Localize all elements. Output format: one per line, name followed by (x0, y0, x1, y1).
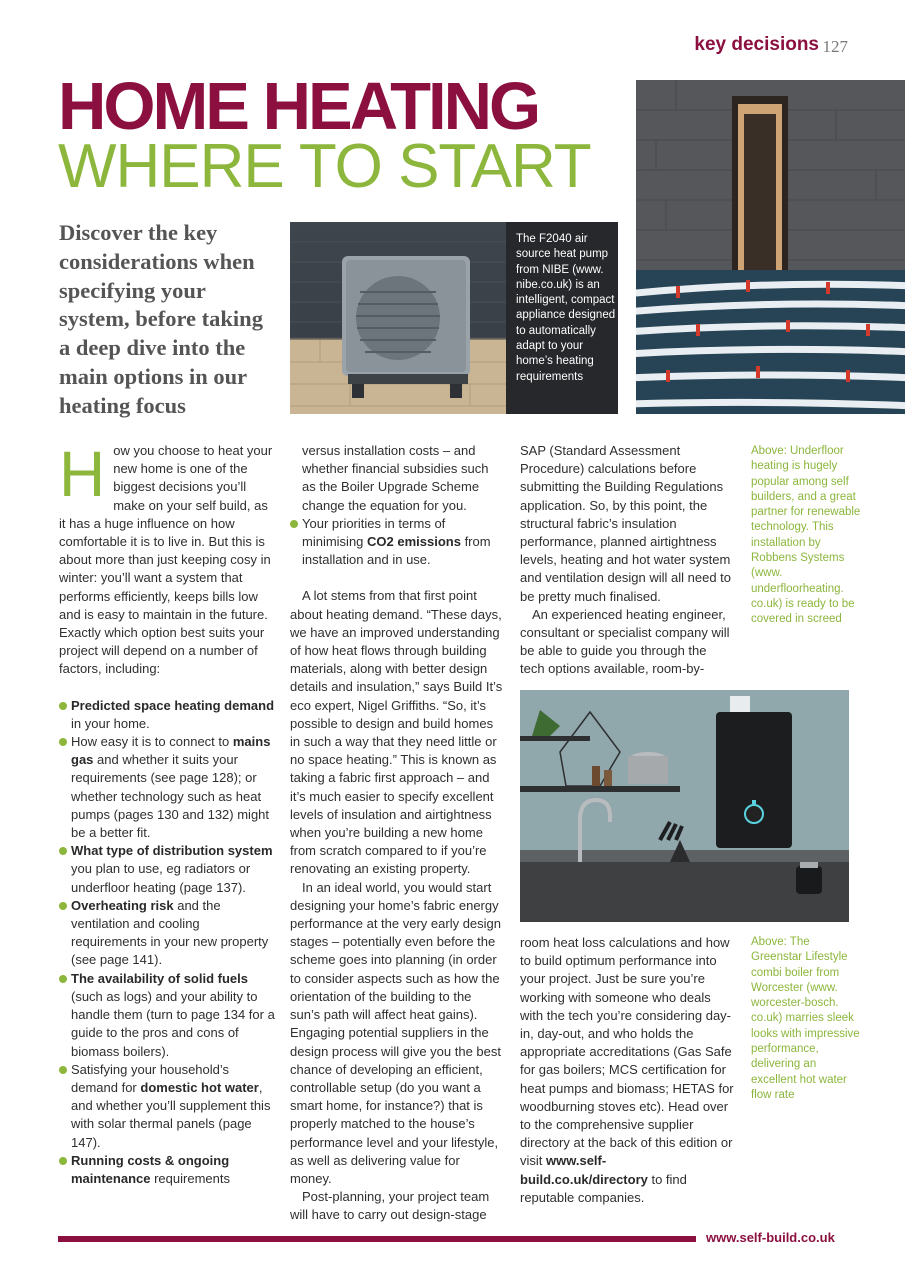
list-item-continued: versus installation costs – and whether financial subsidies such as the Boiler Upgrade Scheme change the equation for you. (302, 443, 489, 513)
underfloor-caption: Above: Underfloor heating is hugely popular among self builders, and a great partner for renewable technology. This installation by Robbens Systems (www. underfloorheating. co.uk) is ready to be covered in screed (751, 445, 861, 626)
section-label: key decisions (694, 34, 819, 55)
list-item: The availability of solid fuels (such as logs) and your ability to handle them (turn to page 134 for a guide to the pros and cons of biomass boilers). (59, 970, 275, 1061)
heat-pump-caption: The F2040 air source heat pump from NIBE (www. nibe.co.uk) is an intelligent, compact appliance designed to automatically adapt to your home’s heating requirements (516, 233, 616, 383)
paragraph: A lot stems from that first point about heating demand. “These days, we have an improved understanding of how heat flows through building materials, along with better design details and insulation,” says Build It’s eco expert, Nigel Griffiths. “So, it’s possible to design and build homes in such a way that they need little or no space heating.” This is known as taking a fabric first approach – and it’s much easier to specify excellent levels of insulation and airtightness when you’re building a new home from scratch compared to if you’re renovating an existing property. (290, 588, 503, 877)
directory-link[interactable]: www.self-build.co.uk/directory (520, 1153, 648, 1187)
paragraph: In an ideal world, you would start designing your home’s fabric energy performance at the very early design stages – potentially even before the scheme goes into planning (in order to consider aspects such as how the orientation of the building to the sun’s path will affect heat gains). Engaging potential suppliers in the design process will give you the best chance of developing an efficient, controllable setup (do you want a smart home, for instance?) that is properly matched to the house’s performance level and your lifestyle, as well as delivering value for money. (290, 879, 502, 1186)
page-number: 127 (822, 37, 848, 56)
paragraph: An experienced heating engineer, consultant or specialist company will be able to guide you through the tech options available, room-by- (520, 606, 730, 677)
body-column-3 (520, 442, 734, 679)
lead-paragraph: ow you choose to heat your new home is one of the biggest decisions you’ll make on your self build, as it has a huge influence on how comfortable it is to live in. But this is about more than just keeping cosy in winter: you’ll want a system that performs efficiently, keeps bills low and is easy to maintain in the future. Exactly which option best suits your project will depend on a number of factors, including: (59, 443, 273, 677)
list-item: What type of distribution system you plan to use, eg radiators or underfloor heating (page 137). (59, 842, 275, 897)
page-subtitle: WHERE TO START (58, 132, 591, 201)
drop-cap: H (59, 438, 106, 510)
paragraph: SAP (Standard Assessment Procedure) calculations before submitting the Building Regulations application. So, by this point, the structural fabric’s insulation performance, planned airtightness levels, heating and hot water system and ventilation design will all need to be pretty much finalised. (520, 443, 732, 604)
body-column-1 (59, 438, 275, 1188)
combi-boiler-photo (520, 690, 849, 922)
body-column-2 (290, 442, 504, 1225)
list-item: Running costs & ongoing maintenance requirements (59, 1152, 275, 1188)
footer-rule (58, 1236, 696, 1242)
list-item: How easy it is to connect to mains gas and whether it suits your requirements (see page 128); or whether technology such as heat pumps (pages 130 and 132) might be a better fit. (59, 733, 275, 842)
standfirst: Discover the key considerations when specifying your system, before taking a deep dive into the main options in our heating focus (59, 220, 263, 418)
paragraph: Post-planning, your project team will have to carry out design-stage (290, 1189, 490, 1223)
footer-url[interactable]: www.self-build.co.uk (706, 1230, 835, 1245)
list-item: Your priorities in terms of minimising CO2 emissions from installation and in use. (290, 515, 504, 570)
underfloor-heating-photo (636, 80, 905, 414)
heat-pump-photo (290, 222, 506, 414)
list-item: Satisfying your household’s demand for domestic hot water, and whether you’ll supplement this with solar thermal panels (page 147). (59, 1061, 275, 1152)
list-item: Predicted space heating demand in your home. (59, 697, 275, 733)
body-column-3-continued (520, 934, 734, 1207)
paragraph: room heat loss calculations and how to build optimum performance into your project. Just be sure you’re working with someone who deals with the tech you’re considering day-in, day-out, and who holds the appropriate accreditations (Gas Safe for gas boilers; MCS certification for heat pumps and biomass; HETAS for woodburning stoves etc). Head over to the comprehensive supplier directory at the back of this edition or visit www.self-build.co.uk/directory to find reputable companies. (520, 935, 734, 1205)
boiler-caption: Above: The Greenstar Lifestyle combi boiler from Worcester (www. worcester-bosch. co.uk) marries sleek looks with impressive performance, delivering an excellent hot water flow rate (751, 936, 860, 1101)
page-title: HOME HEATING (58, 69, 539, 144)
list-item: Overheating risk and the ventilation and cooling requirements in your new property (see page 141). (59, 897, 275, 970)
heat-pump-caption-panel (506, 222, 618, 414)
